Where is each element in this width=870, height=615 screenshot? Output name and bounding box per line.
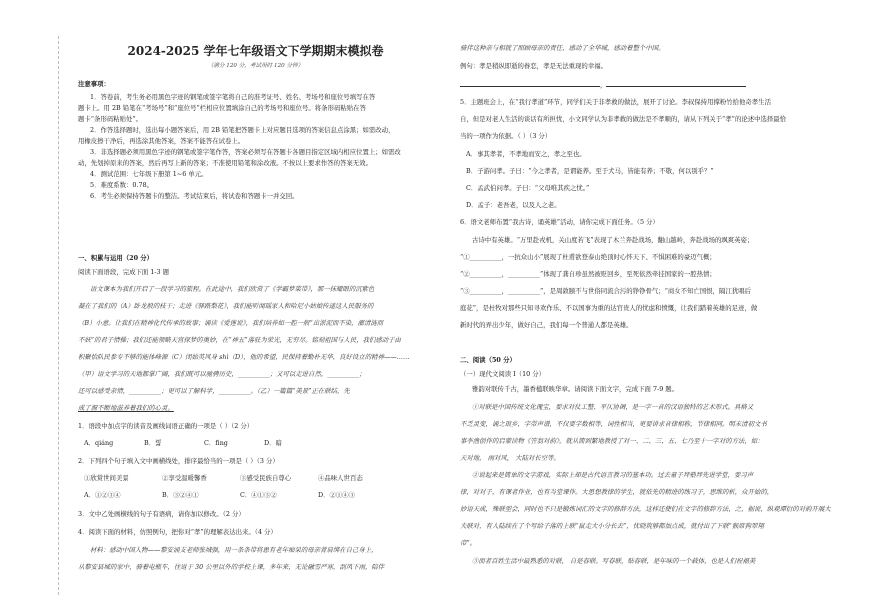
option-b[interactable]: B．③②④①: [162, 491, 199, 499]
material-line: 材料：感动中国人物——黎安涌支老师张城强，用一条条带将患有老年痴呆的母亲背肩绑在自己身上，: [90, 546, 378, 554]
passage-line: （甲）语文学习的天地都掌广阔，我们既可以驰骋历史，__________；又可以走进自然，__________；: [78, 370, 366, 378]
question-1: 1．语段中加点字的读音及画线词语正确的一项是（ ）（2 分）: [78, 422, 254, 430]
passage-line: 不妖”的君子情操；我们还能领略天宫探梦的奥妙，在“神五”落驻为荣光，无穷尽。铭刻祖国与人民，我们感动于由: [78, 336, 401, 344]
notes-line: 题卡上。用 2B 铅笔在“考场号”和“座位号”栏相应位置填涂自己的考场号和座位号。将条形码粘贴在答: [78, 104, 366, 112]
notes-line: 5．难度系数：0.78。: [90, 181, 154, 189]
notes-heading: 注意事项：: [78, 80, 110, 88]
binding-line: [58, 36, 59, 595]
section1-intro: 阅读下面语段，完成下面 1-3 题: [78, 268, 170, 276]
notes-line: 题卡“条形码粘贴处”。: [78, 115, 143, 123]
question-2-items: [78, 474, 433, 482]
option-b[interactable]: B．誓: [144, 439, 162, 447]
exam-title: 2024-2025 学年七年级语文下学期期末模拟卷: [127, 44, 384, 58]
question-5: 自，但是对老人生活的谈话有所担忧，小文同学认为非孝救的做法是不孝顺的，请从下列关于“孝”的论述中选择最恰: [460, 115, 787, 123]
q6-line: 古诗中有英雄。“万里赴戎机，关山度若飞”表现了木兰奔赴战场，翻山越岭，奔赴战场的飒爽英姿；: [472, 236, 754, 244]
passage-line: 成了源不断地滋养着我们的心灵。: [78, 404, 174, 412]
section2-intro: 雅韵对联传千古，墨香楹联映华章。请阅读下面文字，完成下面 7-9 题。: [472, 385, 679, 393]
option-d[interactable]: D．暗: [264, 439, 282, 447]
question-3: 3．文中乙处画横线的句子有语病，请你加以修改。（2 分）: [78, 510, 245, 518]
passage2-line: ③而者百姓生活中最熟悉的对联， 自是春联。写春联，贴春联，是年味的一个载体，也是人们祝福美: [472, 557, 756, 565]
passage2-line: ①对联是中国传统文化瑰宝，要求对仗工整、平仄协调，是一字一音的汉语独特的艺术形式。具格又: [472, 403, 754, 411]
passage-line: （B）小意。让我们在精神化代传承的故事；诵读《爱莲说》，我们培养如一腔一般“出淤泥而不染，濯清涟而: [78, 319, 384, 327]
option-d[interactable]: D．孟子：老吾老，以及人之老。: [466, 201, 561, 209]
notes-line: 2．作答选择题时，选出每小题答案后，用 2B 铅笔把答题卡上对应题目选项的答案信息点涂黑；如需改动，: [90, 126, 395, 134]
q6-line: 新时代的弄出少年，做好自己，我们每一个普通人都是英雄。: [460, 321, 633, 329]
question-6: 6．语文老师布置“我古诗，诵英雄”活动，请你完成下面任务。（5 分）: [460, 218, 659, 226]
example-sentence: 例句：孝是稍纵即逝的眷恋，孝是无法重现的幸福。: [460, 62, 607, 70]
question-4: 4．阅读下面的材料，仿照例句，把你对“孝”的理解表达出来。（4 分）: [78, 528, 277, 536]
item: ②享受温暖馨香: [162, 474, 207, 482]
answer-blank[interactable]: [606, 80, 746, 87]
passage2-line: 夫联对，有人陆续在了个写给子落的上联“鼠走大小分长去”，忧晓筑够都加点成，就付出了下联“猴席狗翠翔: [460, 522, 764, 530]
passage-line: 语文课本为我们开启了一段学习的旅程。在此途中，我们欣赏了《学霸梦菜带》，那一抹耀眼的沉紫色: [90, 285, 375, 293]
passage2-line: 天对地， 雨对风， 大陆对长空等。: [460, 454, 560, 462]
material-continuation: 骑伴这种亲与相就了照顾母亲的责任，感动了全华城，感动着整个中国。: [460, 44, 665, 52]
option-a[interactable]: A．qiáng: [84, 439, 114, 447]
passage-line: 积聚怡队民参专不够的能体峰源（C）闭始英风身 shì（D），他的希望，民保持着勤朴无华，良好设立的精神——……: [78, 353, 410, 361]
answer-line: [460, 80, 832, 89]
passage2-line: 事李渔创作的启蒙读物《笠翁对韵》，就从简到繁地教授了对一、二、三、五、七乃至十一字对的方法，如：: [460, 437, 764, 445]
q6-line: “③__________，__________”，是周敦颐不与世俗同流合污的铮铮骨气；“商女不知亡国恨，隔江犹唱后: [460, 287, 751, 295]
q6-line: “②__________，__________”体现了龚自珍虽然被贬回乡，至死依然牵挂国家的一腔热情；: [460, 270, 716, 278]
comma: ，: [600, 81, 607, 89]
option-c[interactable]: C．④①③②: [240, 491, 277, 499]
question-2: 2．下列四个句子填入文中画横线处，排序最恰当的一项是（ ）（3 分）: [78, 457, 279, 465]
item: ③感受民族自尊心: [240, 474, 292, 482]
notes-line: 1．答卷前，考生务必用黑色字迹的钢笔或签字笔将自己的准考证号、姓名、考场号和座位号填写在答: [90, 93, 376, 101]
notes-line: 动，先划掉原来的答案，然后再写上新的答案；不准使用铅笔和涂改液。不按以上要求作答的答案无效。: [78, 159, 372, 167]
section2-subheading: （一）现代文阅读 I（10 分）: [460, 370, 546, 378]
question-5: 当的一项作为依据。（ ）（3 分）: [460, 132, 552, 140]
section2-heading: 二、阅读（50 分）: [460, 356, 516, 364]
passage-line: 还可以感受亲情，__________；更可以了解科学，__________。（乙）一篇篇“美景”正在联结，先: [78, 387, 350, 395]
passage2-line: 帝”。: [460, 539, 477, 547]
material-line: 从黎安县城的家中，骑着电瓶车，往返于 30 公里以外的学校上课，多年来，无论融雪严寒，刮风下雨，陪伴: [78, 563, 385, 571]
notes-line: 3．非选择题必须用黑色字迹的钢笔或签字笔作答，答案必须写在答题卡各题目指定区域内相应位置上；如需改: [90, 148, 401, 156]
question-2-options: [78, 491, 433, 499]
item: ①欣赏世间美景: [84, 474, 129, 482]
option-a[interactable]: A．事其孝者，不孝地而安之，孝之至也。: [466, 150, 586, 158]
q6-line: 庭花”，是杜牧对那些只知寻欢作乐、不以国事为重的达官贵人的忧虑和愤慨，让我们踏着英雄的足迹，做: [460, 304, 758, 312]
notes-line: 用橡皮擦干净后，再选涂其他答案，答案不能答在试卷上。: [78, 137, 245, 145]
option-b[interactable]: B．子游问孝。子曰：“今之孝者，是谓能养。至于犬马，皆能有养；不敬，何以别乎？”: [466, 167, 714, 175]
q6-line: “①__________，一抗众山小”展现了杜甫欲登泰山绝顶时心怀天下、不惧困难的豪迈气概；: [460, 253, 716, 261]
option-a[interactable]: A．①②③④: [84, 491, 121, 499]
option-c[interactable]: C．孟武伯问孝。子曰：“父母唯其疾之忧。”: [466, 184, 590, 192]
answer-blank[interactable]: [460, 80, 600, 87]
exam-subtitle: （满分 120 分，考试用时 120 分钟）: [207, 63, 304, 69]
passage2-line: 不乏灵变，诵之琅乡，字带声谱，不仅要字数相等，词性相当，更要讲求音律相称，节律相同。明末清初文书: [460, 420, 767, 428]
right-column: [460, 0, 832, 615]
question-5: 5．主题班会上，在“我行孝道”环节，同学们关于非孝救的做法，展开了讨论。李叔保持用撑粉竹拾他奇孝生活: [460, 98, 771, 106]
item: ④品味人世百态: [318, 474, 363, 482]
passage2-line: 律，对对子，有课者作业，也有当堂课作。大思想教律的学生，就依先的精进的练习子，思维的析，众开始的，: [460, 488, 774, 496]
passage2-line: 妙语天成，殊联型会，同时也不只是锻炼词汇的文字的修辞方法，这样还使们在文字的修辞方法，之，据说，纵观谭衍的对韵开展大: [460, 505, 831, 513]
passage2-line: ②说起来是简单的文字游戏，实际上却是古代语言教习的基本功。过去童子拜塾拜先进学堂，要习声: [472, 471, 754, 479]
passage-line: 凝在了我们的（A）卧龙般的枝干；走进《驿路梨花》，我们能听闻瑶家人和哈尼小姑娘传递这人民服务的: [78, 302, 374, 310]
question-1-options: [78, 439, 433, 447]
left-column: [78, 0, 433, 615]
notes-line: 6．考生必须保持答题卡的整洁。考试结束后，将试卷和答题卡一并交回。: [90, 192, 299, 200]
section1-heading: 一、积累与运用（20 分）: [78, 254, 154, 262]
option-c[interactable]: C．fìng: [204, 439, 228, 447]
notes-line: 4．测试范围：七年级下册第 1~6 单元。: [90, 170, 208, 178]
option-d[interactable]: D．②①④③: [318, 491, 356, 499]
